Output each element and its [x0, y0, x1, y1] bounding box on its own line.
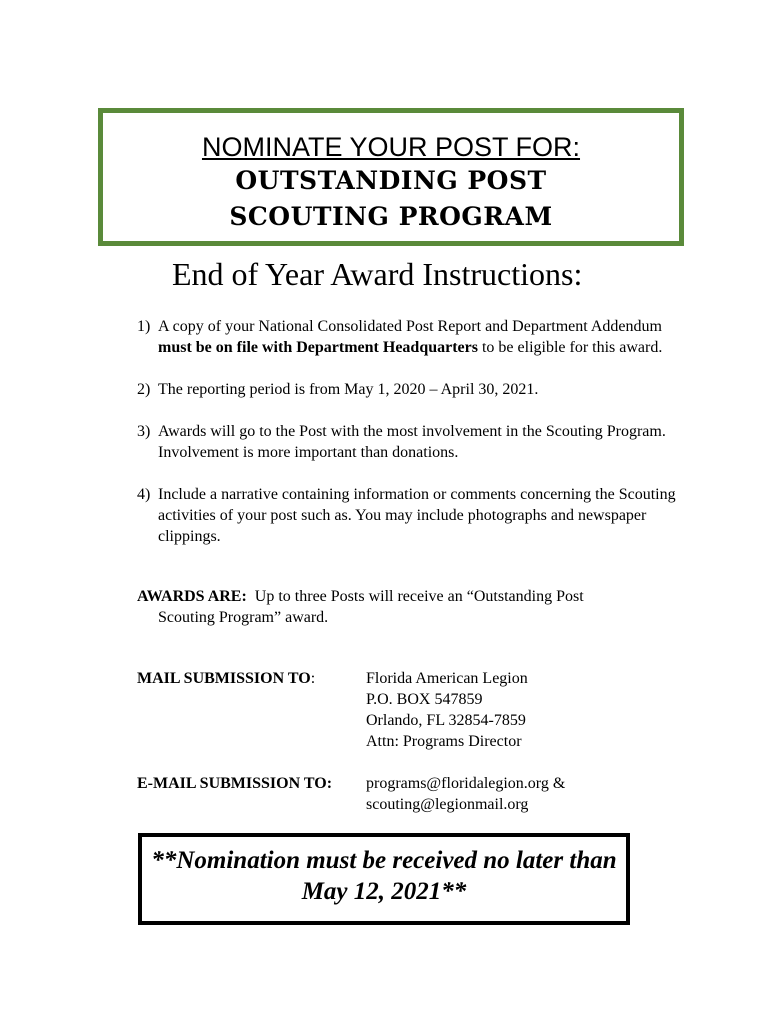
- deadline-line1: **Nomination must be received no later than: [151, 847, 617, 874]
- item-text: [158, 316, 677, 358]
- email-label: E-MAIL SUBMISSION TO:: [137, 775, 333, 792]
- awards-text-line2: Scouting Program” award.: [158, 609, 329, 626]
- awards-section: [137, 586, 667, 628]
- email-line: scouting@legionmail.org: [366, 796, 529, 813]
- item-number: 1): [137, 318, 151, 335]
- title-program-line1: OUTSTANDING POST: [235, 166, 547, 195]
- title-box: [98, 108, 684, 246]
- email-line: programs@floridalegion.org &: [366, 775, 566, 792]
- item-text-part: A copy of your National Consolidated Post Report and Department Addendum: [158, 318, 662, 335]
- item-text: The reporting period is from May 1, 2020 – April 30, 2021.: [158, 381, 539, 398]
- awards-text-line1: Up to three Posts will receive an “Outstanding Post: [246, 588, 584, 605]
- deadline-line2: May 12, 2021**: [301, 878, 467, 905]
- list-item: [137, 316, 677, 358]
- instructions-heading: End of Year Award Instructions:: [172, 256, 583, 292]
- list-item: [137, 484, 677, 547]
- item-text: Include a narrative containing information or comments concerning the Scouting activities of your post such as. You may include photographs and newspaper clippings.: [158, 486, 676, 545]
- item-text: Awards will go to the Post with the most involvement in the Scouting Program. Involvement is more important than donations.: [158, 423, 666, 461]
- list-item: [137, 421, 677, 463]
- deadline-box: [138, 833, 630, 925]
- list-item: [137, 379, 677, 400]
- awards-label: AWARDS ARE:: [137, 588, 247, 605]
- email-addresses: [366, 773, 565, 815]
- email-submission: [137, 773, 565, 815]
- address-line: Florida American Legion: [366, 670, 528, 687]
- address-line: Attn: Programs Director: [366, 733, 522, 750]
- mail-label: [137, 668, 362, 689]
- address-line: Orlando, FL 32854-7859: [366, 712, 526, 729]
- item-text-bold: must be on file with Department Headquarters: [158, 339, 478, 356]
- address-line: P.O. BOX 547859: [366, 691, 483, 708]
- mail-submission: [137, 668, 528, 752]
- item-number: 3): [137, 423, 151, 440]
- mail-address: [366, 668, 528, 752]
- item-text-part: to be eligible for this award.: [477, 339, 663, 356]
- instructions-list: [137, 316, 677, 568]
- title-nominate: NOMINATE YOUR POST FOR:: [201, 132, 581, 162]
- item-number: 2): [137, 381, 151, 398]
- item-number: 4): [137, 486, 151, 503]
- mail-label-text: MAIL SUBMISSION TO: [137, 670, 311, 687]
- title-program-line2: SCOUTING PROGRAM: [229, 202, 553, 231]
- mail-label-colon: :: [310, 670, 316, 687]
